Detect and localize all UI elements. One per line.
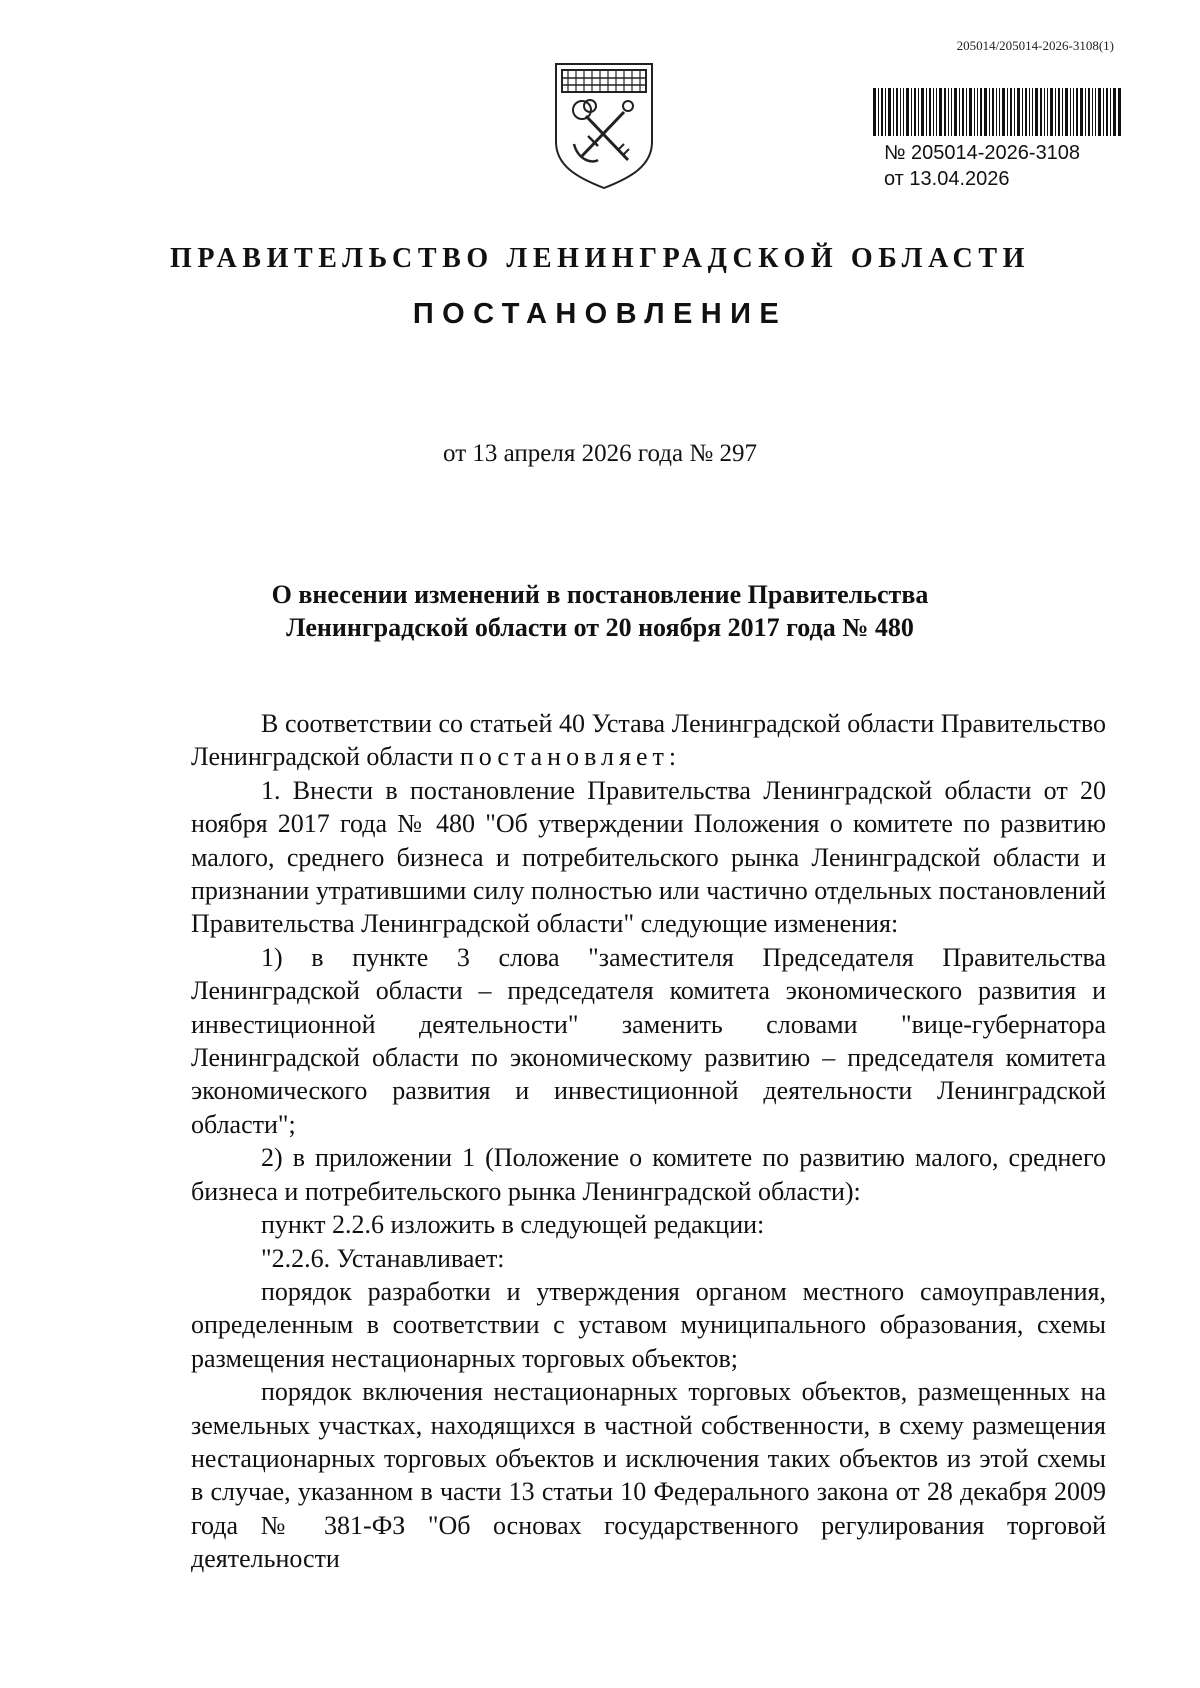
barcode-icon	[873, 88, 1121, 136]
body-paragraph: 1. Внести в постановление Правительства Ленинградской области от 20 ноября 2017 года № 480 "Об утверждении Положения о комитете по развитию малого, среднего бизнеса и потребительского рынка Ленинградской области и признании утратившими силу полностью или частично отдельных постановлений Правительства Ленинградской области" следующие изменения:	[191, 775, 1106, 939]
document-date-number: от 13 апреля 2026 года № 297	[443, 440, 757, 467]
body-paragraph: 2) в приложении 1 (Положение о комитете по развитию малого, среднего бизнеса и потребительского рынка Ленинградской области):	[191, 1143, 1106, 1206]
body-paragraph: "2.2.6. Устанавливает:	[261, 1243, 505, 1273]
preamble-text: В соответствии со статьей 40 Устава Ленинградской области Правительство Ленинградской области	[191, 709, 1106, 772]
registration-number: № 205014-2026-3108	[884, 142, 1081, 164]
document-body	[191, 707, 1106, 1576]
subject-line-1: О внесении изменений в постановление Правительства	[271, 580, 929, 609]
preamble-paragraph	[191, 707, 1106, 774]
subject-line-2: Ленинградской области от 20 ноября 2017 года № 480	[286, 613, 914, 642]
coat-of-arms-icon	[552, 60, 656, 192]
body-paragraph: пункт 2.2.6 изложить в следующей редакции:	[261, 1210, 765, 1240]
document-subject	[0, 578, 1200, 644]
registration-block	[884, 140, 1080, 192]
body-paragraph: порядок включения нестационарных торговых объектов, размещенных на земельных участках, находящихся в частной собственности, в схему размещения нестационарных торговых объектов и исключения таких объектов из этой схемы в случае, указанном в части 13 статьи 10 Федерального закона от 28 декабря 2009 года № 381-ФЗ "Об основах государственного регулирования торговой деятельности	[191, 1377, 1106, 1574]
body-paragraph: порядок разработки и утверждения органом местного самоуправления, определенным в соответствии с уставом муниципального образования, схемы размещения нестационарных торговых объектов;	[191, 1276, 1106, 1373]
government-title: ПРАВИТЕЛЬСТВО ЛЕНИНГРАДСКОЙ ОБЛАСТИ	[169, 243, 1031, 274]
registration-date: от 13.04.2026	[884, 168, 1010, 190]
preamble-resolves: постановляет:	[459, 742, 682, 772]
document-type: ПОСТАНОВЛЕНИЕ	[412, 298, 788, 330]
document-reference: 205014/205014-2026-3108(1)	[956, 38, 1114, 53]
body-paragraph: 1) в пункте 3 слова "заместителя Председателя Правительства Ленинградской области – председателя комитета экономического развития и инвестиционной деятельности" заменить словами "вице-губернатора Ленинградской области по экономическому развитию – председателя комитета экономического развития и инвестиционной деятельности Ленинградской области";	[191, 942, 1106, 1139]
